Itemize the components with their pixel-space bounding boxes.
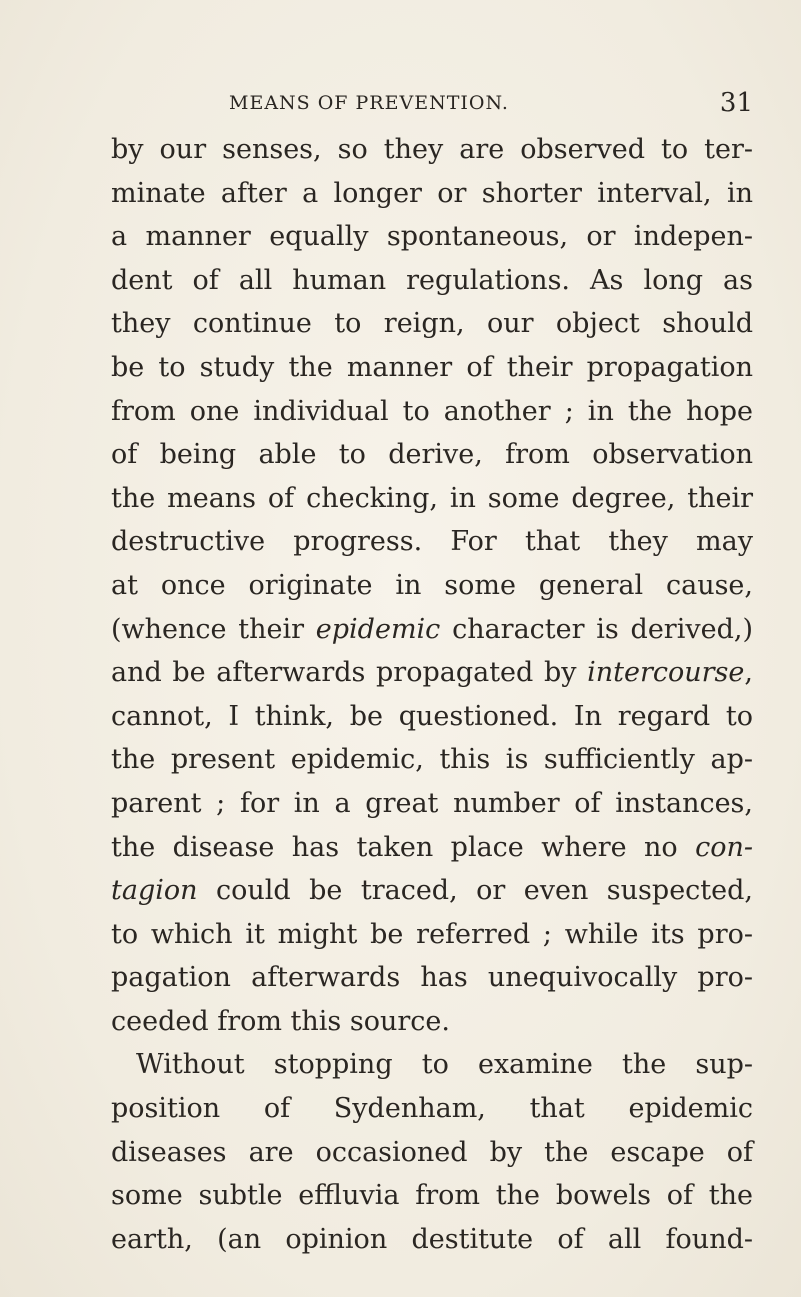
text-line bbox=[111, 826, 753, 870]
text-line bbox=[111, 608, 753, 652]
text-run: and be afterwards propagated by bbox=[111, 657, 588, 689]
text-run: (whence their bbox=[111, 613, 316, 645]
text-line: diseases are occasioned by the escape of bbox=[111, 1136, 753, 1168]
text-line bbox=[111, 651, 753, 695]
running-head bbox=[229, 88, 753, 122]
italic-text: con- bbox=[695, 831, 753, 863]
text-line: from one individual to another ; in the hope bbox=[111, 395, 753, 427]
paragraph-start-line: Without stopping to examine the sup- bbox=[136, 1049, 753, 1081]
italic-text: epidemic bbox=[315, 613, 441, 645]
page-number: 31 bbox=[719, 88, 753, 118]
text-line: destructive progress. For that they may bbox=[111, 526, 753, 558]
text-line: a manner equally spontaneous, or indepen- bbox=[111, 221, 753, 253]
text-line: by our senses, so they are observed to ter- bbox=[111, 134, 753, 165]
text-line: position of Sydenham, that epidemic bbox=[111, 1093, 753, 1125]
text-line: to which it might be referred ; while its pro- bbox=[111, 918, 753, 950]
text-line: parent ; for in a great number of instances, bbox=[111, 787, 753, 819]
text-line: the means of checking, in some degree, their bbox=[111, 482, 753, 514]
text-line: ceeded from this source. bbox=[111, 1005, 450, 1037]
text-run: the disease has taken place where no bbox=[111, 831, 696, 863]
text-line: of being able to derive, from observation bbox=[111, 439, 753, 471]
text-line: the present epidemic, this is sufficiently ap- bbox=[111, 744, 753, 776]
text-run: , bbox=[744, 657, 753, 689]
text-run: character is derived,) bbox=[440, 613, 753, 645]
text-line: cannot, I think, be questioned. In regard to bbox=[111, 700, 753, 732]
text-line: some subtle effluvia from the bowels of the bbox=[111, 1180, 753, 1212]
text-line: earth, (an opinion destitute of all found- bbox=[111, 1223, 753, 1255]
running-title: MEANS OF PREVENTION. bbox=[229, 92, 509, 114]
text-line: be to study the manner of their propagation bbox=[111, 351, 753, 383]
text-line: at once originate in some general cause, bbox=[111, 569, 753, 601]
text-line: minate after a longer or shorter interval, in bbox=[111, 177, 753, 209]
text-line: pagation afterwards has unequivocally pro- bbox=[111, 962, 753, 994]
text-line: dent of all human regulations. As long as bbox=[111, 264, 753, 296]
body-text bbox=[111, 128, 753, 1261]
italic-text: tagion bbox=[111, 875, 198, 907]
text-line: they continue to reign, our object should bbox=[111, 308, 753, 340]
italic-text: intercourse bbox=[587, 657, 745, 689]
text-run: could be traced, or even suspected, bbox=[197, 875, 753, 907]
text-line bbox=[111, 869, 753, 913]
